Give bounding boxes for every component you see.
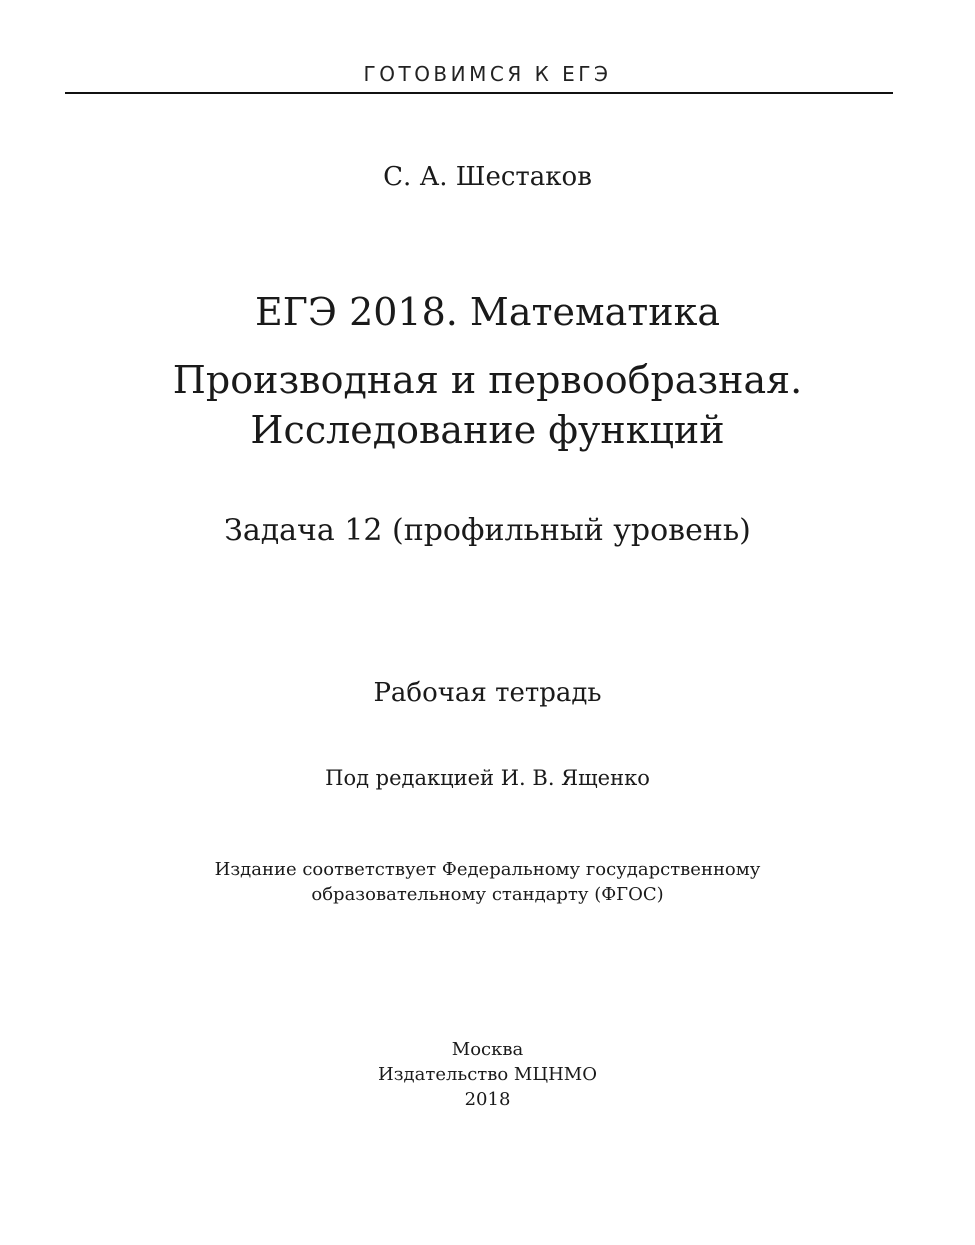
book-title-line-2: Производная и первообразная. [172, 358, 803, 402]
compliance-note-line-1: Издание соответствует Федеральному государственному [214, 859, 761, 880]
header-rule [65, 92, 893, 94]
author-name: С. А. Шестаков [383, 162, 592, 192]
compliance-note-line-2: образовательному стандарту (ФГОС) [311, 884, 664, 905]
book-title-line-1: ЕГЭ 2018. Математика [255, 290, 720, 334]
task-subtitle: Задача 12 (профильный уровень) [224, 513, 751, 548]
imprint-publisher: Издательство МЦНМО [378, 1064, 597, 1085]
book-title-line-3: Исследование функций [250, 408, 725, 452]
series-heading: ГОТОВИМСЯ К ЕГЭ [363, 62, 612, 86]
imprint-city: Москва [451, 1039, 524, 1060]
publication-type: Рабочая тетрадь [373, 678, 602, 708]
imprint-year: 2018 [464, 1089, 511, 1110]
editor-credit: Под редакцией И. В. Ященко [325, 766, 650, 790]
